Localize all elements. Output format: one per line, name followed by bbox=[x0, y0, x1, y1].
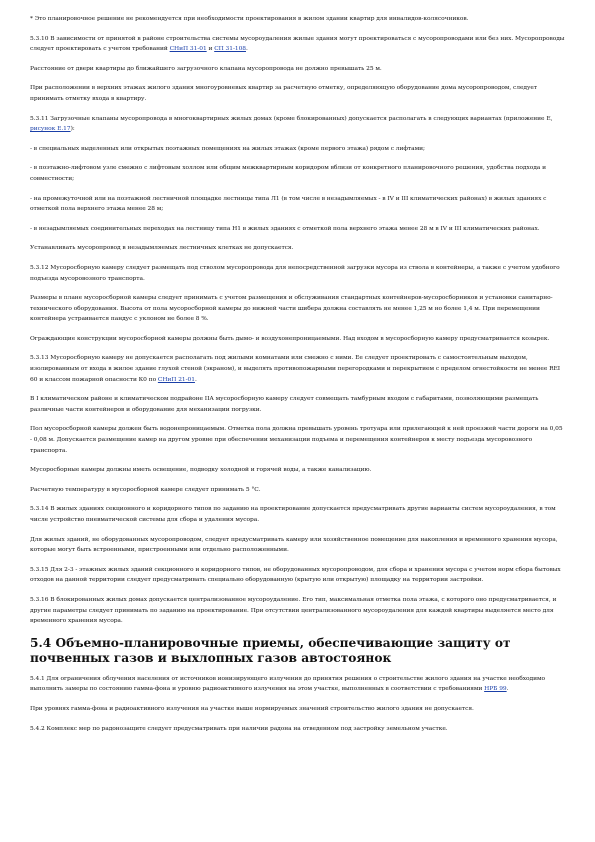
paragraph-p25 bbox=[30, 724, 565, 735]
paragraph-p13 bbox=[30, 334, 565, 345]
text-run: 5.3.15 Для 2-3 - этажных жилых зданий секционного и коридорного типов, не оборудованных мусоропроводом, для сбора и хранения мусора с учетом норм сбора бытовых отходов на данной территории следует предусматривать специально оборудованную (крытую или открытую) площадку на территории застройки. bbox=[30, 566, 561, 584]
text-run: 5.3.13 Мусоросборную камеру не допускается располагать под жилыми комнатами или смежно с ними. Ее следует проектировать с самостоятельным выходом, изолированным от входа в жилое здание глухой стеной (экраном), и выделять противопожарными перегородками и перекрытием с пределом огнестойкости не менее REI 60 и классом пожарной опасности К0 по bbox=[30, 355, 561, 383]
text-run: Для жилых зданий, не оборудованных мусоропроводом, следует предусматривать камеру или хозяйственное помещение для накопления и временного хранения мусора, которые могут быть встроенными, пристроенными или отдельно расположенными. bbox=[30, 536, 558, 554]
paragraph-p23 bbox=[30, 674, 565, 695]
text-run: - в незадымляемых соединительных переходах на лестницу типа Н1 в жилых зданиях с отметкой пола верхнего этажа менее 28 м в IV и III климатических районах. bbox=[30, 225, 540, 232]
reference-link[interactable]: рисунок Е.17 bbox=[30, 126, 71, 133]
paragraph-p19 bbox=[30, 504, 565, 525]
paragraph-p08 bbox=[30, 194, 565, 215]
text-run: и bbox=[206, 46, 215, 53]
text-run: * Это планировочное решение не рекомендуется при необходимости проектирования в жилом здании квартир для инвалидов-колясочников. bbox=[30, 16, 469, 22]
paragraph-p24 bbox=[30, 704, 565, 715]
paragraph-p04 bbox=[30, 83, 565, 104]
text-run: - в специальных выделенных или открытых поэтажных помещениях на жилых этажах (кроме первого этажа) рядом с лифтами; bbox=[30, 145, 425, 152]
reference-link[interactable]: СНиП 21-01 bbox=[157, 376, 195, 383]
reference-link[interactable]: СП 31-108 bbox=[214, 46, 246, 53]
text-run: Размеры в плане мусоросборной камеры следует принимать с учетом размещения и обслуживания стандартных контейнеров-мусоросборников и установки санитарно-технического оборудования. Высота от пола мусоросборной камеры до нижней части шибера должна составлять не менее 1,25 м но более 1,4 м. При перемещении контейнера устраивается пандус с уклоном не более 8 %. bbox=[30, 295, 553, 323]
text-run: 5.3.16 В блокированных жилых домах допускается централизованное мусороудаление. Его тип, максимальная отметка пола этажа, с которого оно предусматривается, и другие параметры следует принимать по заданию на проектирование. При отсутствии централизованного мусороудаления для каждой квартиры выделяется место для временного хранения мусора. bbox=[30, 596, 557, 625]
text-run: - на промежуточной или на поэтажной лестничной площадке лестницы типа Л1 (в том числе в незадымляемых - в IV и III климатических районах) в жилых зданиях с отметкой пола верхнего этажа менее 28 м; bbox=[30, 195, 547, 213]
paragraph-p16 bbox=[30, 424, 565, 456]
text-run: 5.4.1 Для ограничения облучения населения от источников ионизирующего излучения до принятия решения о строительстве жилого здания на участке необходимо выполнить замеры по состоянию гамма-фона и уровню радиоактивного излучения на этом участке, выполненных в соответствии с требованиями bbox=[30, 675, 546, 693]
text-run: Пол мусоросборной камеры должен быть водонепроницаемым. Отметка пола должна превышать уровень тротуара или прилегающей к ней проезжей части дороги на 0,05 - 0,08 м. Допускается размещение камер на другом уровне при обеспечении механизации подъема и перемещения контейнеров к месту подъезда мусоровозного транспорта. bbox=[30, 426, 563, 454]
paragraph-p05 bbox=[30, 114, 565, 135]
paragraph-p03 bbox=[30, 64, 565, 75]
text-run: 5.3.14 В жилых зданиях секционного и коридорного типов по заданию на проектирование допускается предусматривать другие варианты систем мусороудаления, в том числе устройство пневматической системы для сбора и удаления мусора. bbox=[30, 506, 556, 523]
paragraph-p18 bbox=[30, 485, 565, 496]
paragraph-p12 bbox=[30, 293, 565, 325]
text-run: 5.3.12 Мусоросборную камеру следует размещать под стволом мусоропровода для непосредственной загрузки мусора из ствола в контейнеры, а также с учетом удобного подъезда мусоровозного транспорта. bbox=[30, 264, 560, 282]
text-run: Мусоросборные камеры должны иметь освещение, подводку холодной и горячей воды, а также канализацию. bbox=[30, 467, 372, 474]
paragraph-p01 bbox=[30, 14, 565, 25]
paragraph-p22 bbox=[30, 595, 565, 627]
paragraph-p10 bbox=[30, 243, 565, 254]
text-run: В I климатическом районе и климатическом подрайоне IIА мусоросборную камеру следует совмещать тамбурным входом с габаритами, позволяющими размещать различные части контейнеров и оборудование для механизации погрузки. bbox=[30, 396, 539, 413]
paragraph-p02 bbox=[30, 34, 565, 55]
text-run: Расчетную температуру в мусоросборной камере следует принимать 5 °С. bbox=[30, 486, 261, 493]
paragraph-p07 bbox=[30, 163, 565, 184]
paragraph-p15 bbox=[30, 394, 565, 415]
paragraph-p21 bbox=[30, 565, 565, 586]
text-run: Устанавливать мусоропровод в незадымляемых лестничных клетках не допускается. bbox=[30, 245, 294, 252]
paragraph-p11 bbox=[30, 263, 565, 284]
paragraph-p17 bbox=[30, 465, 565, 476]
text-run: При расположении в верхних этажах жилого здания многоуровневых квартир за расчетную отметку, определяющую оборудование дома мусоропроводом, следует принимать отметку входа в квартиру. bbox=[30, 85, 538, 102]
text-run: . bbox=[245, 46, 248, 53]
text-run: Расстояние от двери квартиры до ближайшего загрузочного клапана мусоропровода не должно превышать 25 м. bbox=[30, 65, 382, 72]
text-run: . bbox=[194, 376, 197, 383]
text-run: 5.3.11 Загрузочные клапаны мусоропровода в многоквартирных жилых домах (кроме блокированных) допускается располагать в следующих вариантах (приложение Е, bbox=[30, 115, 553, 122]
text-run: . bbox=[506, 686, 509, 693]
text-run: При уровнях гамма-фона и радиоактивного излучения на участке выше нормируемых значений строительство жилого здания не допускается. bbox=[30, 705, 474, 712]
reference-link[interactable]: НРБ 99 bbox=[484, 686, 507, 693]
paragraph-p14 bbox=[30, 353, 565, 385]
paragraph-p09 bbox=[30, 224, 565, 235]
section-heading-5-4: 5.4 Объемно-планировочные приемы, обеспечивающие защиту от почвенных газов и выхлопных газов автостоянок bbox=[30, 635, 511, 665]
text-run: 5.3.10 В зависимости от принятой в районе строительства системы мусороудаления жилые здания могут проектироваться с мусоропроводами или без них. Мусоропроводы следует проектировать с учетом требований bbox=[30, 35, 565, 53]
reference-link[interactable]: СНиП 31-01 bbox=[169, 46, 207, 53]
paragraph-p06 bbox=[30, 144, 565, 155]
text-run: ): bbox=[70, 126, 75, 133]
paragraph-p20 bbox=[30, 535, 565, 556]
text-run: Ограждающие конструкции мусоросборной камеры должны быть дымо- и воздухонепроницаемыми. Над входом в мусоросборную камеру предусматривается козырек. bbox=[30, 335, 550, 342]
text-run: 5.4.2 Комплекс мер по радонозащите следует предусматривать при наличии радона на отведенном под застройку земельном участке. bbox=[30, 725, 448, 732]
text-run: - в поэтажно-лифтовом узле смежно с лифтовым холлом или общим межквартирным коридором вблизи от конкретного планировочного решения, удобства подхода и совместности; bbox=[30, 165, 546, 182]
